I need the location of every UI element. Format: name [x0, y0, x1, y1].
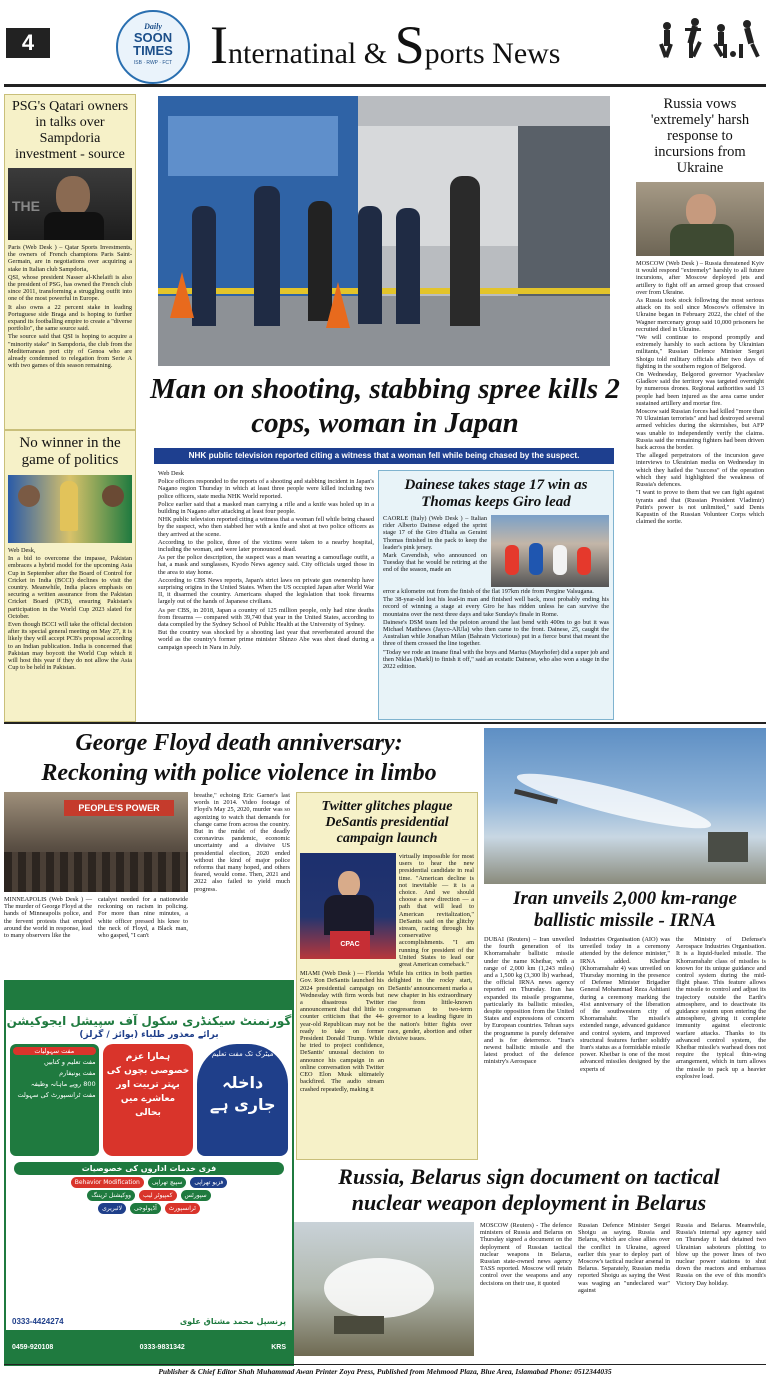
ad-right-text: میٹرک تک مفت تعلیم [211, 1050, 274, 1058]
psg-paragraph: QSI, whose president Nasser al-Khelaifi is also the president of PSG, has owned the French club since 2011, transforming a struggling outfit into one of the most powerful in Europe. [8, 273, 132, 303]
giro-paragraph: Mark Cavendish, who announced on Tuesday that he would be retiring at the end of the season, made an [383, 552, 487, 574]
russia-vows-paragraph: "We will continue to respond promptly and extremely harshly to such actions by Ukrainian militants," Russian Defence Minister Sergei Shoigu told military officials after two days of fighting in the southern region of Belgorod. [636, 334, 764, 370]
ad-admission-box [197, 1044, 288, 1156]
desantis-beside-photo [399, 853, 474, 968]
giro-paragraph: Dainese's DSM team led the peloton around the last bend with 400m to go but it was Michael Matthews (Jayco-AlUla) who then came to the front. Dainese, 25, caught the Australian while Jonathan Milan (Bahrain Victorious) put in a fierce burst that meant the three of them crossed the line together. [383, 618, 609, 648]
japan-paragraph: But the country was shocked by a shooting last year that reverberated around the world as the country's former prime minister Shinzo Abe was shot dead during a campaign speech in Nara in July. [158, 629, 374, 651]
japan-headline [150, 372, 620, 440]
desantis-headline: Twitter glitches plague DeSantis presidential campaign launch [321, 799, 453, 846]
ad-urdu-title: گورنمنٹ سیکنڈری سکول آف سپیشل ایجوکیشن [6, 1014, 292, 1028]
russia-vows-paragraph: The alleged perpetrators of the incursion gave interviews to Ukrainian media on Wednesday in which they hailed the "success" of the operation which they said highlighted the weakness of Russia's defences. [636, 452, 764, 489]
page-number-badge: 4 [6, 28, 50, 58]
japan-paragraph: NHK public television reported citing a witness that a woman fell while being chased by the suspect, who then stabbed her with a knife and shot at two police officers as they arrived at the scene. [158, 516, 374, 538]
ad-feature: مفت ٹرانسپورٹ کی سہولت [17, 1091, 96, 1099]
japan-paragraph: Police earlier said that a masked man carrying a rifle and a knife was holed up in a building in Nagano after attacking at least four people. [158, 500, 374, 516]
ad-admission: داخلہ جاری ہے [209, 1073, 276, 1114]
iran-col3-text: the Ministry of Defense's Aerospace Industries Organisation. It is a liquid-fueled missile. The Khorramshahr class of missiles is known for its unique guidance and control system during the mid-flight phase. This feature allows the missile to control and adjust its trajectory outside the Earth's atmosphere, and to deactivate its guidance system upon entering the atmosphere, giving it complete immunity against electronic warfare attacks. Thanks to its advanced control system, the Kheibar missile's warhead does not require the typical thin-wing arrangement, which in turn allows the missile to pack up a heavier explosive load. [676, 936, 766, 1080]
russia-vows-paragraph: As Russia took stock following the most serious attack on its soil since Moscow's offensive in Ukraine began in February 2022, the chief of the Wagner mercenary group said 10,000 prisoners he recruited died in Ukraine. [636, 297, 764, 333]
japan-photo [158, 96, 610, 366]
winner-story [4, 430, 136, 722]
japan-body [158, 470, 374, 718]
belarus-col3-text: Russia and Belarus. Meanwhile, Russia's internal spy agency said on Thursday it had detained two Ukrainian saboteurs plotting to blow up the power lines of two nuclear power stations to shut down the reactors and embarrass Russia on the eve of this month's Victory Day holiday. [676, 1222, 766, 1287]
psg-paragraph: It also owns a 22 percent stake in leading Portuguese side Braga and is hoping to further expand its footballing empire to create a "diverse portfolio", the same source said. [8, 303, 132, 333]
winner-paragraph: In a bid to overcome the impasse, Pakistan embraces a hybrid model for the upcoming Asia Cup in September after the Board of Control for Cricket in India (BCCI) declines to visit the country. Meanwhile, India places emphasis on securing a written assurance from the Pakistan Cricket Board (PCB), ensuring Pakistan's participation in the World Cup 2023 slated for October. [8, 555, 132, 620]
title-big-i: I [210, 15, 228, 75]
ad-service-pill: ووکیشنل ٹریننگ [87, 1190, 135, 1201]
ad-phone-3: 0333-9831342 [139, 1343, 185, 1351]
floyd-col3-text: breathe," echoing Eric Garner's last words in 2014. Video footage of Floyd's May 25, 2020, murder was so agonizing to watch that demands for change came from across the country. But in the midst of the deadly coronavirus pandemic, economic uncertainty and a divisive US presidential election, 2020 ended without the kind of major police reforms that many hoped, and others feared, would come. Then, 2021 and 2022 also failed to yield much progress. [194, 792, 290, 893]
belarus-col3 [676, 1222, 766, 1287]
title-big-s: S [394, 15, 425, 75]
title-part2: ports News [424, 37, 561, 70]
ad-services-title: فری خدمات اداروں کی خصوصیات [14, 1162, 284, 1175]
logo-name: SOON TIMES [133, 30, 173, 58]
title-part1: nternatinal & [227, 37, 395, 70]
winner-headline: No winner in the game of politics [19, 435, 121, 468]
psg-photo: THE [8, 168, 132, 240]
russia-vows-paragraph: "I want to prove to them that we can fight against tyrants and that (Russian President Vladimir) Putin's power is not unlimited," said Denis Kapustin of the Russian Volunteer Corps which claimed the sortie. [636, 489, 764, 526]
japan-headline-text: Man on shooting, stabbing spree kills 2 cops, woman in Japan [150, 373, 620, 439]
floyd-col2 [98, 896, 188, 939]
school-advertisement [4, 980, 294, 1366]
logo-sub: ISB · RWP · FCT [133, 60, 173, 66]
russia-vows-paragraph: Moscow said Russian forces had killed "more than 70 Ukrainian terrorists" and had destroyed several armed vehicles during the skirmishes, but AFP was unable to independently verify the claims. Russia said the remaining fighters had been driven back across the border. [636, 408, 764, 452]
belarus-headline-line2: nuclear weapon deployment in Belarus [351, 1190, 707, 1215]
ad-service-pill: لائبریری [98, 1203, 126, 1214]
giro-paragraph: The 38-year-old lost his lead-in man and finished well back, most probably ending his record of winning a stage at every Giro he has ridden unless he can survive the mountains over the next three days and take Sunday's finale in Rome. [383, 596, 609, 618]
floyd-col2-text: catalyst needed for a nationwide reckoning on racism in policing. For more than nine minutes, a white officer pressed his knee to the neck of Floyd, a Black man, who gasped, "I can't [98, 896, 188, 940]
belarus-col2 [578, 1222, 670, 1294]
desantis-col-right [388, 970, 472, 1092]
ad-phone-1: 0333-4424274 [12, 1317, 64, 1326]
russia-vows-paragraph: On Wednesday, Belgorod governor Vyacheslav Gladkov said the territory was targeted overnight by numerous drones. Regional authorities said 13 people had been injured as the area came under sustained artillery and mortar fire. [636, 371, 764, 407]
psg-headline: PSG's Qatari owners in talks over Sampdoria investment - source [11, 99, 129, 162]
japan-paragraph: As per the police description, the suspect was a man wearing a camouflage outfit, a hat, a mask and sunglasses, Kyodo News agency said. City officials urged those in the area to stay home. [158, 554, 374, 576]
desantis-col-left-text: MIAMI (Web Desk ) — Florida Gov. Ron DeSantis launched his 2024 presidential campaign on Wednesday with firm words but a disastrous Twitter announcement that did little to counter criticism that the 44-year-old Republican may not be ready to take on former President Donald Trump. While he tried to project confidence, DeSantis' unusual decision to announce his campaign in an online conversation with Twitter CEO Elon Musk ultimately backfired. The audio stream crashed repeatedly, making it [300, 970, 384, 1093]
iran-col2 [580, 936, 670, 1073]
floyd-headline-line1: George Floyd death anniversary: [75, 730, 403, 756]
floyd-col3 [194, 792, 290, 893]
logo-top: Daily [144, 22, 162, 31]
belarus-col1 [480, 1222, 572, 1287]
russia-vows-paragraph: MOSCOW (Web Desk ) – Russia threatened Kyiv it would respond "extremely" harshly to all future incursions, after Moscow deployed jets and artillery to fight off an armed group that crossed over from Ukraine. [636, 260, 764, 296]
giro-paragraph: error a kilometre out from the finish of the flat 197km ride from Pergine Valsugana. [383, 588, 594, 595]
desantis-story [296, 792, 478, 1160]
belarus-col1-text: MOSCOW (Reuters) - The defence ministers of Russia and Belarus on Thursday signed a document on the deployment of Russian tactical nuclear weapons in Belarus, Russian state-owned news agency TASS reported. Moscow will retain control over the weapons and any decisions on their use, it quoted [480, 1222, 572, 1287]
ad-urdu-subtitle: برائے معذور طلباء (بوائز / گرلز) [79, 1030, 219, 1040]
ad-service-pill: فزیو تھراپی [190, 1177, 227, 1188]
logo [116, 10, 190, 84]
masthead [0, 0, 770, 88]
russia-vows-photo [636, 182, 764, 256]
ad-tag: KRS [271, 1343, 286, 1351]
floyd-headline [4, 728, 474, 788]
belarus-photo [294, 1222, 474, 1356]
iran-headline-text: Iran unveils 2,000 km-range ballistic missile - IRNA [513, 888, 737, 931]
belarus-headline-line1: Russia, Belarus sign document on tactical [338, 1164, 720, 1189]
floyd-col1 [4, 896, 92, 939]
iran-headline [484, 888, 766, 932]
desantis-beside-text: virtually impossible for most users to hear the new presidential candidate in real time. "American decline is not inevitable — it is a choice. And we should choose a new direction — a path that will lead to American revitalization," DeSantis said on the glitchy stream, racing through his conservative accomplishments. "I am running for president of the United States to lead our great American comeback." [399, 853, 474, 969]
ad-service-pill: کمپیوٹر لیب [139, 1190, 176, 1201]
psg-paragraph: The source said that QSI is hoping to acquire a "minority stake" in Sampdoria, the club from the Mediterranean port city of Genoa who are already condemned to relegation from Serie A with two games of this season remaining. [8, 333, 132, 370]
giro-body-full [379, 587, 613, 672]
giro-photo [491, 515, 609, 587]
footer-rule [4, 1364, 766, 1365]
japan-paragraph: Web Desk [158, 470, 184, 477]
ad-feature: 800 روپے ماہانہ وظیفہ [30, 1080, 96, 1088]
japan-banner [154, 448, 614, 464]
iran-col1-text: DUBAI (Reuters) – Iran unveiled the fourth generation of its Khorramshahr ballistic missile under the name Kheibar, with a range of 2,000 km (1,243 miles) and a 1,500 kg (3,300 lb) warhead, the official IRNA news agency reported on Thursday. Iran has expanded its missile programme, particularly its ballistic missiles, despite opposition from the United States and expressions of concern by European countries. Tehran says the programme is purely defensive and is for deterrence. "Iran's newest ballistic missile and the latest product of the defence ministry's Aerospace [484, 936, 574, 1066]
section-divider [4, 722, 766, 724]
winner-body [5, 545, 135, 674]
giro-body-left [383, 515, 487, 587]
iran-col3 [676, 936, 766, 1080]
japan-paragraph: As per CBS, in 2018, Japan a country of 125 million people, only had nine deaths from firearms — compared with 39,740 that year in the United States, according to data compiled by the Sydney School of Public Health at the University of Sydney. [158, 606, 374, 629]
desantis-col-right-text: While his critics in both parties delighted in the rocky start, DeSantis' announcement marks a new chapter in his extraordinary rise from little-known congressman to two-term governor to a leading figure in the nation's bitter fights over race, gender, abortion and other divisive issues. [388, 970, 472, 1043]
psg-body [5, 242, 135, 372]
ad-features-box [10, 1044, 99, 1156]
winner-paragraph: Web Desk, [8, 547, 36, 554]
footer [4, 1366, 766, 1377]
iran-col2-text: Industries Organisation (AIO) was unveiled today in a ceremony attended by the defence minister," IRNA added. Kheibar (Khorramshahr 4) was unveiled on Thursday morning in the presence of Defense Minister Brigadier General Mohammad Reza Ashtiani during a ceremony marking the 41st anniversary of the liberation of the southwestern city of Khorramshahr. The missile's extended range, advanced guidance and control system, and improved structural features further solidify Iran's status as a formidable missile power. Kheibar is one of the most advanced missiles designed by the experts of [580, 936, 670, 1073]
belarus-headline [292, 1164, 766, 1216]
belarus-col2-text: Russian Defence Minister Sergei Shoigu as saying. Russia and Belarus, which are close allies over the conflict in Ukraine, agreed earlier this year to deploy part of Moscow's tactical nuclear arsenal in Belarus. Separately, Russian media reported Shoigu as saying the West was waging an "undeclared war" against [578, 1222, 670, 1294]
russia-vows-headline: Russia vows 'extremely' harsh response to incursions from Ukraine [650, 96, 750, 176]
ad-phone-2: 0459-920108 [12, 1343, 54, 1351]
japan-paragraph: According to the police, three of the victims were taken to a nearby hospital, including the woman, and were later pronounced dead. [158, 538, 374, 554]
ad-feature: مفت یونیفارم [59, 1069, 96, 1077]
russia-vows-story [634, 94, 766, 720]
footer-text: Publisher & Chief Editor Shah Muhammad Awan Printer Zoya Press, Published from Mehmood Plaza, Blue Area, Islamabad Phone: 0512344035 [158, 1367, 612, 1376]
ad-service-pill: آڈیولوجی [130, 1203, 161, 1214]
iran-col1 [484, 936, 574, 1066]
iran-photo [484, 728, 766, 884]
masthead-title [210, 14, 630, 74]
giro-paragraph: "Today we rode an insane final with the boys and Marius (Mayrhofer) did a super job and then Niklas (Markl) to finish it off," said an ecstatic Dainese, who also won a stage in the 2022 edition. [383, 648, 609, 671]
giro-story [378, 470, 614, 720]
psg-paragraph: Paris (Web Desk ) – Qatar Sports Investments, the owners of French champions Paris Saint-Germain, are in negotiations over acquiring a stake in Italian club Sampdoria, [8, 244, 132, 273]
japan-paragraph: According to CBS News reports, Japan's strict laws on private gun ownership have surprising origins in the United States. When the US occupied Japan after World War II, it disarmed the country. Americans shaped the legislation that took firearms largely out of the hands of Japanese civilians. [158, 576, 374, 606]
winner-photo [8, 475, 132, 543]
ad-service-pill: سپورٹس [181, 1190, 211, 1201]
ad-center-text: ہمارا عزم خصوصی بچوں کی بہتر تربیت اور معاشرے میں بحالی [106, 1052, 190, 1118]
giro-paragraph: CAORLE (Italy) (Web Desk ) – Italian rider Alberto Dainese edged the sprint stage 17 of the Giro d'Italia as Geraint Thomas finished in the pack to keep the leader's pink jersey. [383, 515, 487, 551]
ad-service-pill: ٹرانسپورٹ [165, 1203, 200, 1214]
russia-vows-body [634, 258, 766, 528]
ad-service-pill: سپیچ تھراپی [148, 1177, 187, 1188]
desantis-col-left [300, 970, 384, 1092]
sports-figures-icon [655, 14, 761, 70]
ad-feature: مفت تعلیم و کتابیں [44, 1058, 96, 1066]
japan-paragraph: Police officers responded to the reports of a shooting and stabbing incident in Japan's Nagano region Thursday in which at least three people were killed including two police officers, state media NHK World reported. [158, 478, 374, 500]
floyd-headline-line2: Reckoning with police violence in limbo [41, 760, 437, 786]
ad-principal: پرنسپل محمد مشتاق علوی [179, 1317, 286, 1326]
winner-paragraph: Even though BCCI will take the official decision after its special general meeting on May 27, it is likely they will accept PCB's proposal according to an Indian publication. India is concerned that Pakistan may boycott the World Cup which it will host this year if they do not allow the Asia Cup to be held in Pakistan. [8, 621, 132, 672]
ad-features-title: مفت سہولیات [13, 1047, 96, 1055]
ad-service-pill: Behavior Modification [71, 1177, 144, 1188]
ad-commitment-box [103, 1044, 194, 1156]
floyd-col1-text: MINNEAPOLIS (Web Desk ) — The murder of George Floyd at the hands of Minneapolis police, and the fervent protests that erupted around the world in response, lead to many observers like the [4, 896, 93, 940]
masthead-rule [4, 84, 766, 87]
floyd-photo: PEOPLE'S POWER [4, 792, 188, 892]
japan-banner-text: NHK public television reported citing a witness that a woman fell while being chased by the suspect. [188, 451, 580, 460]
desantis-photo: CPAC [300, 853, 396, 959]
giro-headline: Dainese takes stage 17 win as Thomas keeps Giro lead [404, 477, 588, 510]
psg-story [4, 94, 136, 430]
